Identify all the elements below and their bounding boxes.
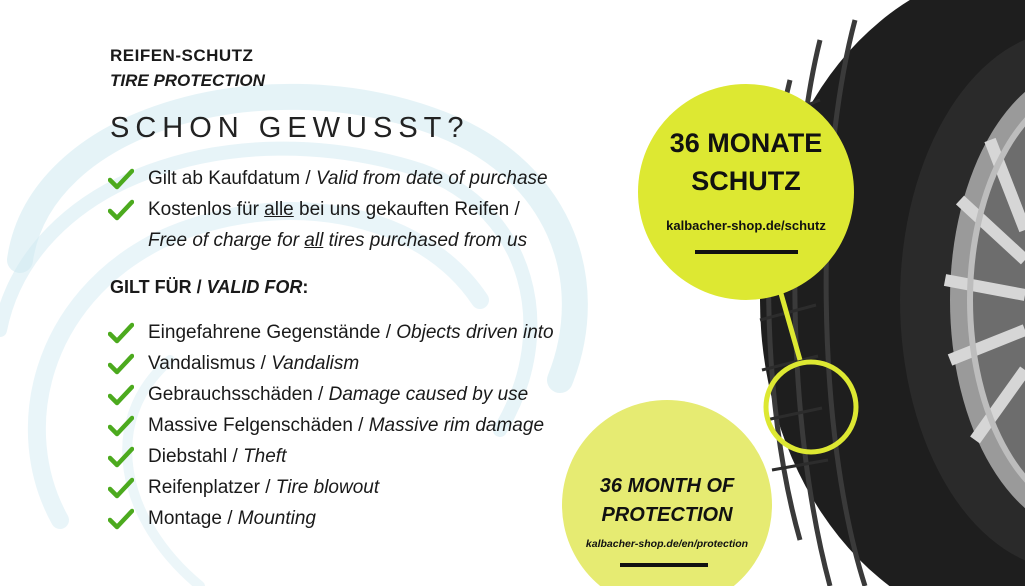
check-icon bbox=[108, 168, 134, 190]
badge-en-link[interactable]: kalbacher-shop.de/en/protection bbox=[585, 538, 749, 550]
check-icon bbox=[108, 322, 134, 344]
check-icon bbox=[108, 508, 134, 530]
item-en: Free of charge for all tires purchased from us bbox=[148, 230, 528, 251]
check-icon bbox=[108, 477, 134, 499]
list-item: Gebrauchsschäden / Damage caused by use bbox=[108, 379, 554, 410]
list-item: Massive Felgenschäden / Massive rim damage bbox=[108, 410, 554, 441]
coverage-list bbox=[108, 317, 554, 534]
check-icon bbox=[108, 446, 134, 468]
check-icon bbox=[108, 415, 134, 437]
check-icon bbox=[108, 199, 134, 221]
benefits-list bbox=[108, 163, 548, 256]
list-item: Reifenplatzer / Tire blowout bbox=[108, 472, 554, 503]
check-icon bbox=[108, 384, 134, 406]
tire-image bbox=[760, 0, 1025, 586]
check-icon bbox=[108, 353, 134, 375]
badge-de-link[interactable]: kalbacher-shop.de/schutz bbox=[666, 218, 826, 233]
list-item: Montage / Mounting bbox=[108, 503, 554, 534]
headline: SCHON GEWUSST? bbox=[110, 112, 470, 144]
item-en: Valid from date of purchase bbox=[315, 168, 548, 189]
valid-for-heading: GILT FÜR / VALID FOR: bbox=[110, 277, 309, 297]
list-item: Vandalismus / Vandalism bbox=[108, 348, 554, 379]
list-item: Diebstahl / Theft bbox=[108, 441, 554, 472]
list-item: Eingefahrene Gegenstände / Objects driven into bbox=[108, 317, 554, 348]
list-item: Gilt ab Kaufdatum / Valid from date of purchase bbox=[108, 163, 548, 194]
title-de: REIFEN-SCHUTZ bbox=[110, 46, 254, 65]
list-item: Kostenlos für alle bei uns gekauften Reifen / Free of charge for all tires purchased from us bbox=[108, 194, 548, 256]
item-de: Gilt ab Kaufdatum bbox=[148, 168, 301, 189]
badge-en-title: 36 MONTH OF PROTECTION bbox=[599, 475, 735, 526]
title-en: TIRE PROTECTION bbox=[110, 71, 265, 90]
badge-de-title: 36 MONATE SCHUTZ bbox=[669, 128, 823, 196]
